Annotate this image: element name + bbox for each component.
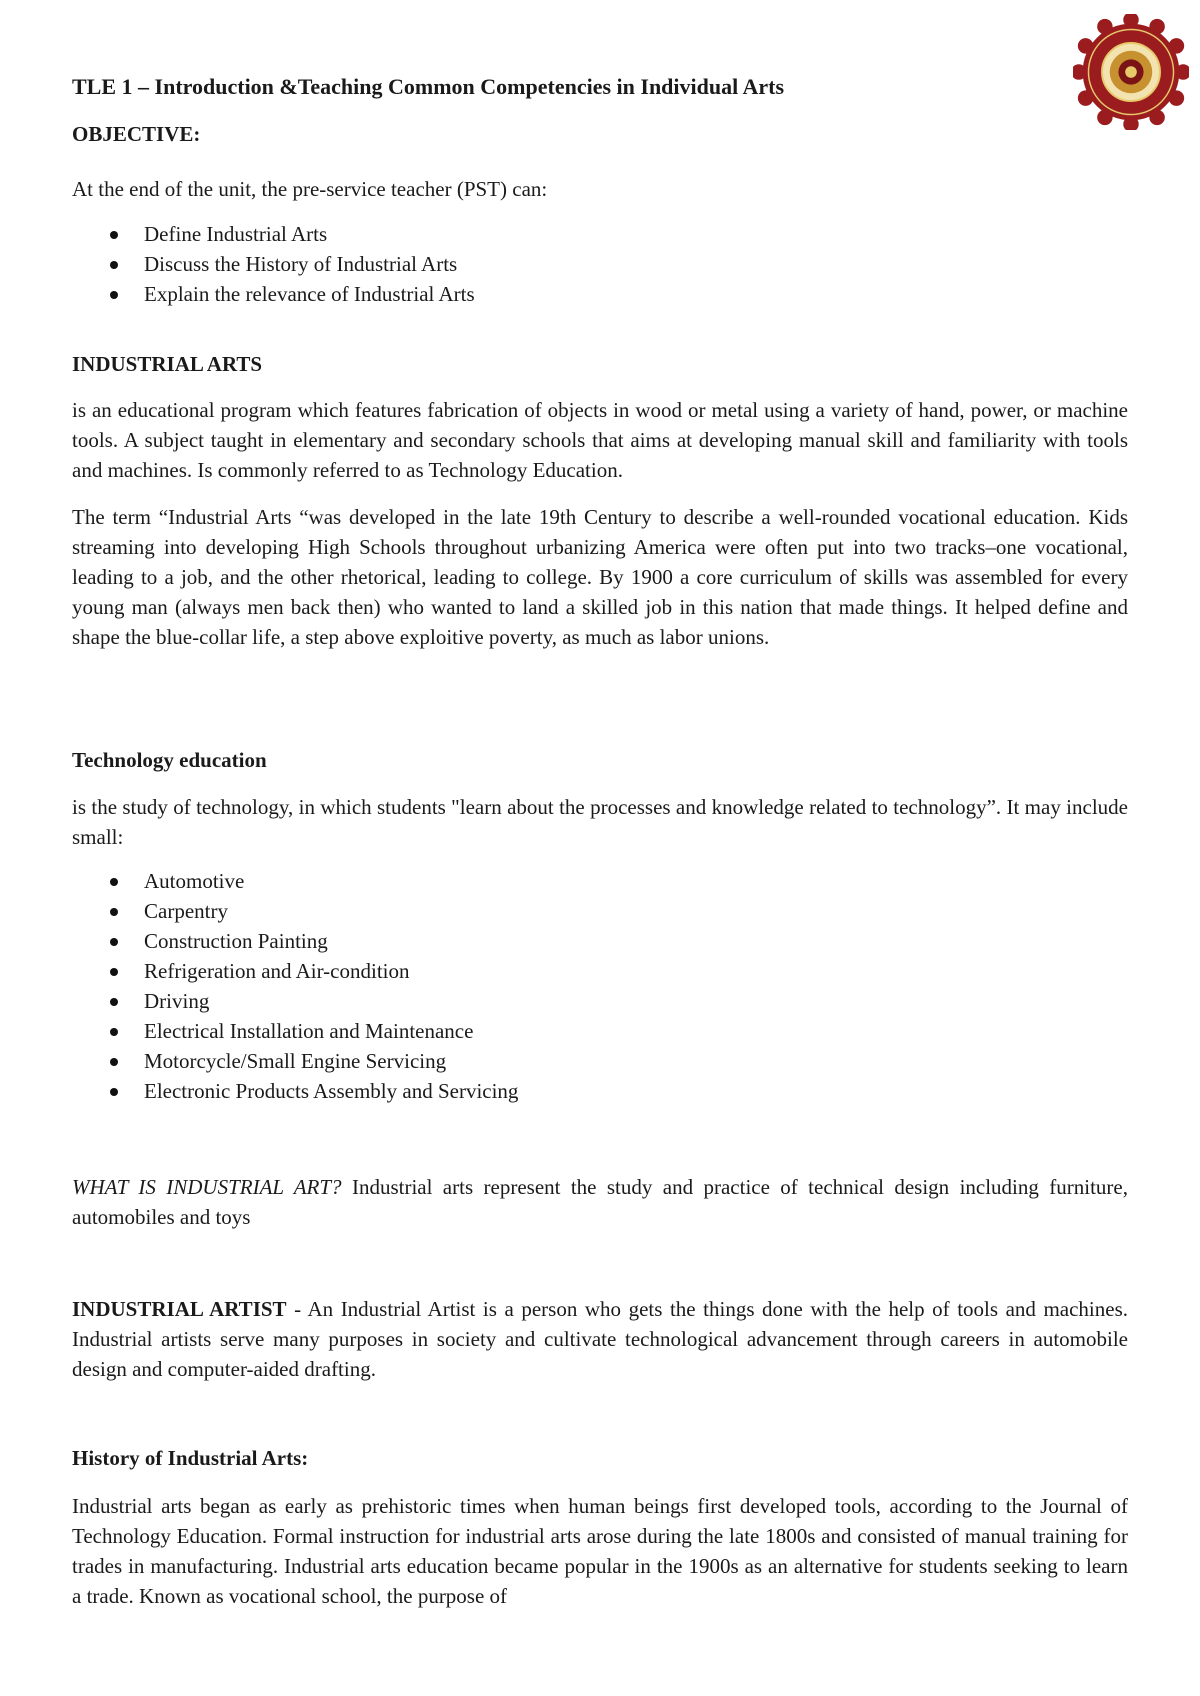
list-item: Carpentry — [72, 896, 518, 926]
list-item: Automotive — [72, 866, 518, 896]
list-item: Construction Painting — [72, 926, 518, 956]
industrial-artist-paragraph — [72, 1294, 1128, 1384]
history-paragraph: Industrial arts began as early as prehistoric times when human beings first developed tools, according to the Journal of Technology Education. Formal instruction for industrial arts arose during the late 1800s and consisted of manual training for trades in manufacturing. Industrial arts education became popular in the 1900s as an alternative for students seeking to learn a trade. Known as vocational school, the purpose of — [72, 1494, 1128, 1608]
industrial-arts-heading: INDUSTRIAL ARTS — [72, 352, 263, 376]
objective-intro: At the end of the unit, the pre-service teacher (PST) can: — [72, 177, 548, 201]
list-item: Electrical Installation and Maintenance — [72, 1016, 518, 1046]
list-item: Driving — [72, 986, 518, 1016]
industrial-artist-definition: - An Industrial Artist is a person who gets the things done with the help of tools and machines. Industrial artists serve many purposes in society and cultivate technological advancement through careers in automobile design and computer-aided drafting. — [72, 1297, 1129, 1381]
objective-heading: OBJECTIVE: — [72, 122, 201, 146]
list-item: Define Industrial Arts — [72, 219, 475, 249]
technology-education-list — [72, 866, 518, 1106]
industrial-arts-paragraph-2: The term “Industrial Arts “was developed in the late 19th Century to describe a well-rounded vocational education. Kids streaming into developing High Schools throughout urbanizing America were often put into two tracks–one vocational, leading to a job, and the other rhetorical, leading to college. By 1900 a core curriculum of skills was assembled for every young man (always men back then) who wanted to land a skilled job in this nation that made things. It helped define and shape the blue-collar life, a step above exploitive poverty, as much as labor unions. — [72, 505, 1128, 649]
list-item: Electronic Products Assembly and Servicing — [72, 1076, 518, 1106]
school-seal-icon — [1073, 14, 1189, 130]
list-item: Motorcycle/Small Engine Servicing — [72, 1046, 518, 1076]
industrial-artist-term: INDUSTRIAL ARTIST — [72, 1297, 287, 1321]
list-item: Explain the relevance of Industrial Arts — [72, 279, 475, 309]
list-item: Refrigeration and Air-condition — [72, 956, 518, 986]
what-is-answer: Industrial arts represent the study and practice of technical design including furniture, automobiles and toys — [72, 1175, 1128, 1229]
industrial-arts-paragraph-1: is an educational program which features fabrication of objects in wood or metal using a variety of hand, power, or machine tools. A subject taught in elementary and secondary schools that aims at developing manual skill and familiarity with tools and machines. Is commonly referred to as Technology Education. — [72, 398, 1128, 482]
what-is-industrial-art — [72, 1172, 1128, 1232]
what-is-question: WHAT IS INDUSTRIAL ART? — [72, 1175, 342, 1199]
document-title: TLE 1 – Introduction &Teaching Common Competencies in Individual Arts — [72, 74, 785, 99]
history-heading: History of Industrial Arts: — [72, 1446, 309, 1470]
list-item: Discuss the History of Industrial Arts — [72, 249, 475, 279]
technology-education-heading: Technology education — [72, 748, 267, 772]
technology-education-paragraph: is the study of technology, in which students "learn about the processes and knowledge related to technology”. It may include small: — [72, 795, 1128, 849]
objective-list — [72, 219, 475, 309]
